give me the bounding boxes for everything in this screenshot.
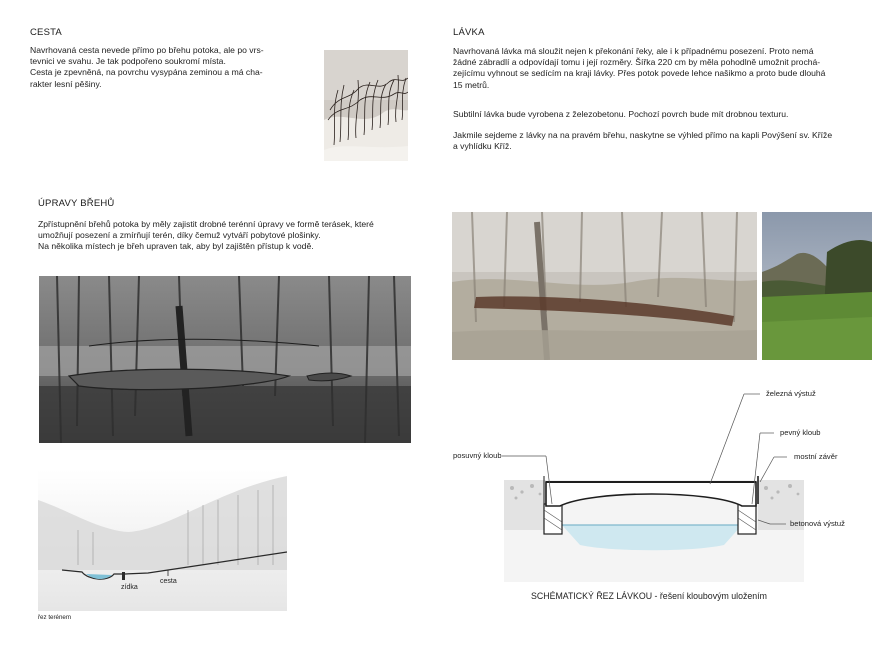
terrain-caption: řez terénem [38, 614, 72, 621]
upravy-heading: ÚPRAVY BŘEHŮ [38, 198, 115, 209]
chapel-view-photo [762, 212, 872, 360]
cesta-heading: CESTA [30, 27, 62, 38]
winter-trees-photo [324, 50, 408, 161]
cesta-text: Navrhovaná cesta nevede přímo po břehu potoka, ale po vrs- tevnici ve svahu. Je tak podpořeno soukromí místa. Cesta je zpevněná, na povrchu vysypána zeminou a má cha- rakter lesní pěšiny. [30, 45, 264, 89]
terrain-label-cesta: cesta [160, 578, 177, 585]
bridge-section-diagram [452, 380, 882, 600]
terrain-section-sketch [38, 470, 287, 611]
lavka-paragraph-1: Navrhovaná lávka má sloužit nejen k překonání řeky, ale i k případnému posezení. Proto nemá žádné zábradlí a odpovídají tomu i její rozměry. Šířka 220 cm by měla pohodlně umožnit prochá- zejícímu vyhnout se sedícím na kraji lávky. Přes potok povede lehce našikmo a proto bude dlouhá 15 metrů. [453, 46, 826, 90]
terrain-label-zidka: zídka [121, 584, 138, 591]
label-zelezna-vystuz: železná výstuž [766, 389, 816, 398]
label-betonova-vystuz: betonová výstuž [790, 519, 845, 528]
creek-forest-photo [39, 276, 411, 443]
lavka-paragraph-2: Subtilní lávka bude vyrobena z železobetonu. Pochozí povrch bude mít drobnou texturu. [453, 109, 789, 119]
lavka-paragraph-3: Jakmile sejdeme z lávky na na pravém břehu, naskytne se výhled přímo na kapli Povýšení sv. Kříže a vyhlídku Kříž. [453, 130, 833, 152]
label-pevny-kloub: pevný kloub [780, 428, 821, 437]
lavka-heading: LÁVKA [453, 27, 485, 38]
label-mostni-zaver: mostní závěr [794, 452, 838, 461]
upravy-text: Zpřístupnění břehů potoka by měly zajistit drobné terénní úpravy ve formě terásek, které umožňují posezení a zmírňují terén, díky čemuž vytváří pobytové plošinky. Na několika místech je břeh upraven tak, aby byl zajištěn přístup k vodě. [38, 219, 374, 252]
bridge-section-caption: SCHÉMATICKÝ ŘEZ LÁVKOU - řešení kloubovým uložením [531, 591, 767, 601]
label-posuvny-kloub: posuvný kloub [453, 451, 502, 460]
bridge-visualization-photo [452, 212, 757, 360]
